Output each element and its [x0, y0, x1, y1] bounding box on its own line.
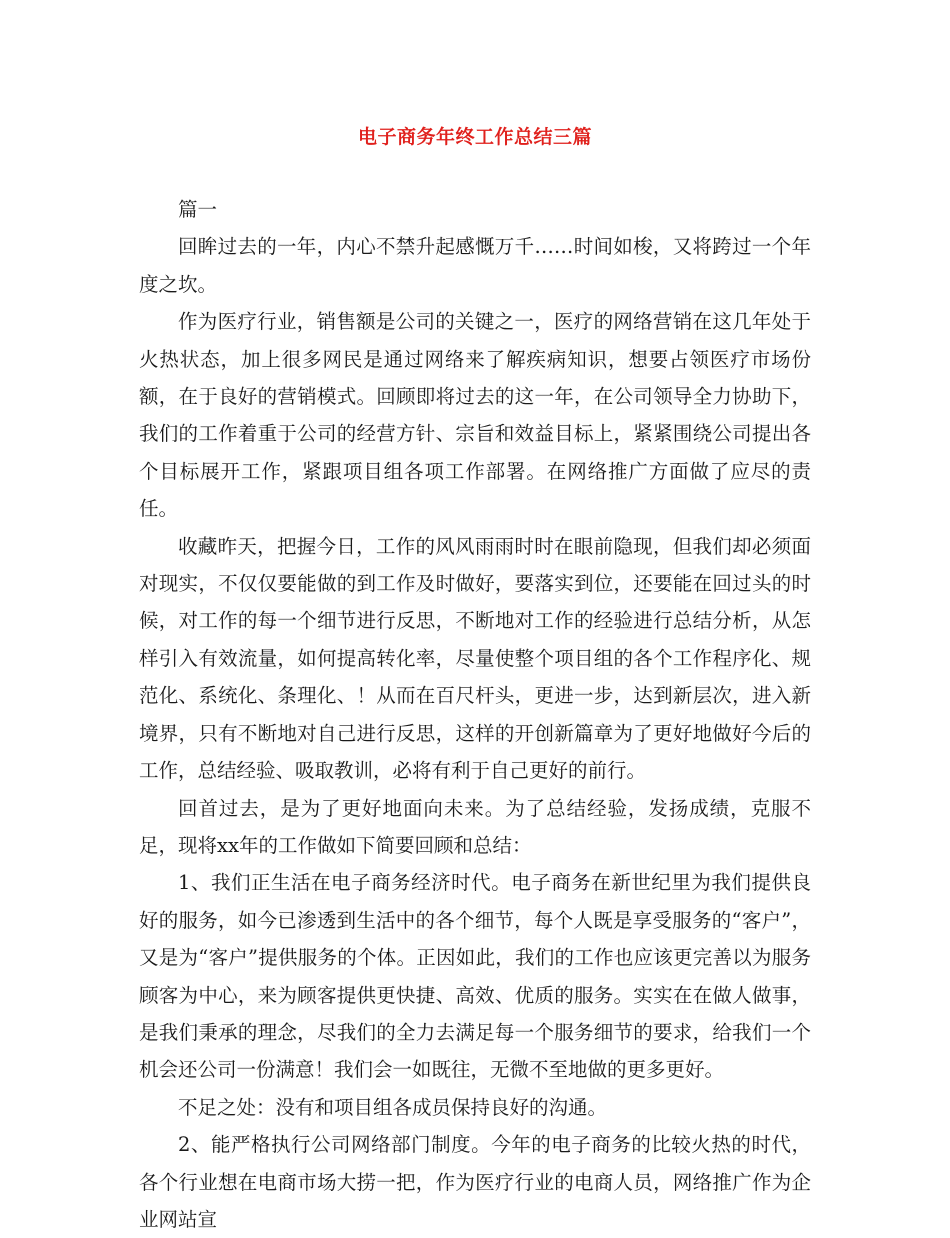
section-heading: 篇一 — [178, 198, 218, 221]
paragraph: 1、我们正生活在电子商务经济时代。电子商务在新世纪里为我们提供良好的服务，如今已渗透到生活中的各个细节，每个人既是享受服务的“客户”，又是为“客户”提供服务的个体。正因如此，我们的工作也应该更完善以为服务顾客为中心，来为顾客提供更快捷、高效、优质的服务。实实在在做人做事，是我们秉承的理念，尽我们的全力去满足每一个服务细节的要求，给我们一个机会还公司一份满意！我们会一如既往，无微不至地做的更多更好。 — [139, 871, 811, 1082]
paragraph: 回首过去，是为了更好地面向未来。为了总结经验，发扬成绩，克服不足，现将xx年的工作做如下简要回顾和总结： — [139, 796, 811, 857]
paragraph: 回眸过去的一年，内心不禁升起感慨万千……时间如梭，又将跨过一个年度之坎。 — [139, 235, 811, 296]
document-title: 电子商务年终工作总结三篇 — [357, 126, 592, 148]
paragraph: 收藏昨天，把握今日，工作的风风雨雨时时在眼前隐现，但我们却必须面对现实，不仅仅要能做的到工作及时做好，要落实到位，还要能在回过头的时候，对工作的每一个细节进行反思，不断地对工作的经验进行总结分析，从怎样引入有效流量，如何提高转化率，尽量使整个项目组的各个工作程序化、规范化、系统化、条理化、！从而在百尺杆头，更进一步，达到新层次，进入新境界，只有不断地对自己进行反思，这样的开创新篇章为了更好地做好今后的工作，总结经验、吸取教训，必将有利于自己更好的前行。 — [139, 534, 811, 783]
paragraph: 2、能严格执行公司网络部门制度。今年的电子商务的比较火热的时代，各个行业想在电商市场大捞一把，作为医疗行业的电商人员，网络推广作为企业网站宣 — [139, 1133, 811, 1231]
document-body — [139, 191, 811, 1238]
paragraph: 不足之处：没有和项目组各成员保持良好的沟通。 — [178, 1095, 608, 1119]
paragraph: 作为医疗行业，销售额是公司的关键之一，医疗的网络营销在这几年处于火热状态，加上很多网民是通过网络来了解疾病知识，想要占领医疗市场份额，在于良好的营销模式。回顾即将过去的这一年，在公司领导全力协助下，我们的工作着重于公司的经营方针、宗旨和效益目标上，紧紧围绕公司提出各个目标展开工作，紧跟项目组各项工作部署。在网络推广方面做了应尽的责任。 — [139, 310, 811, 521]
